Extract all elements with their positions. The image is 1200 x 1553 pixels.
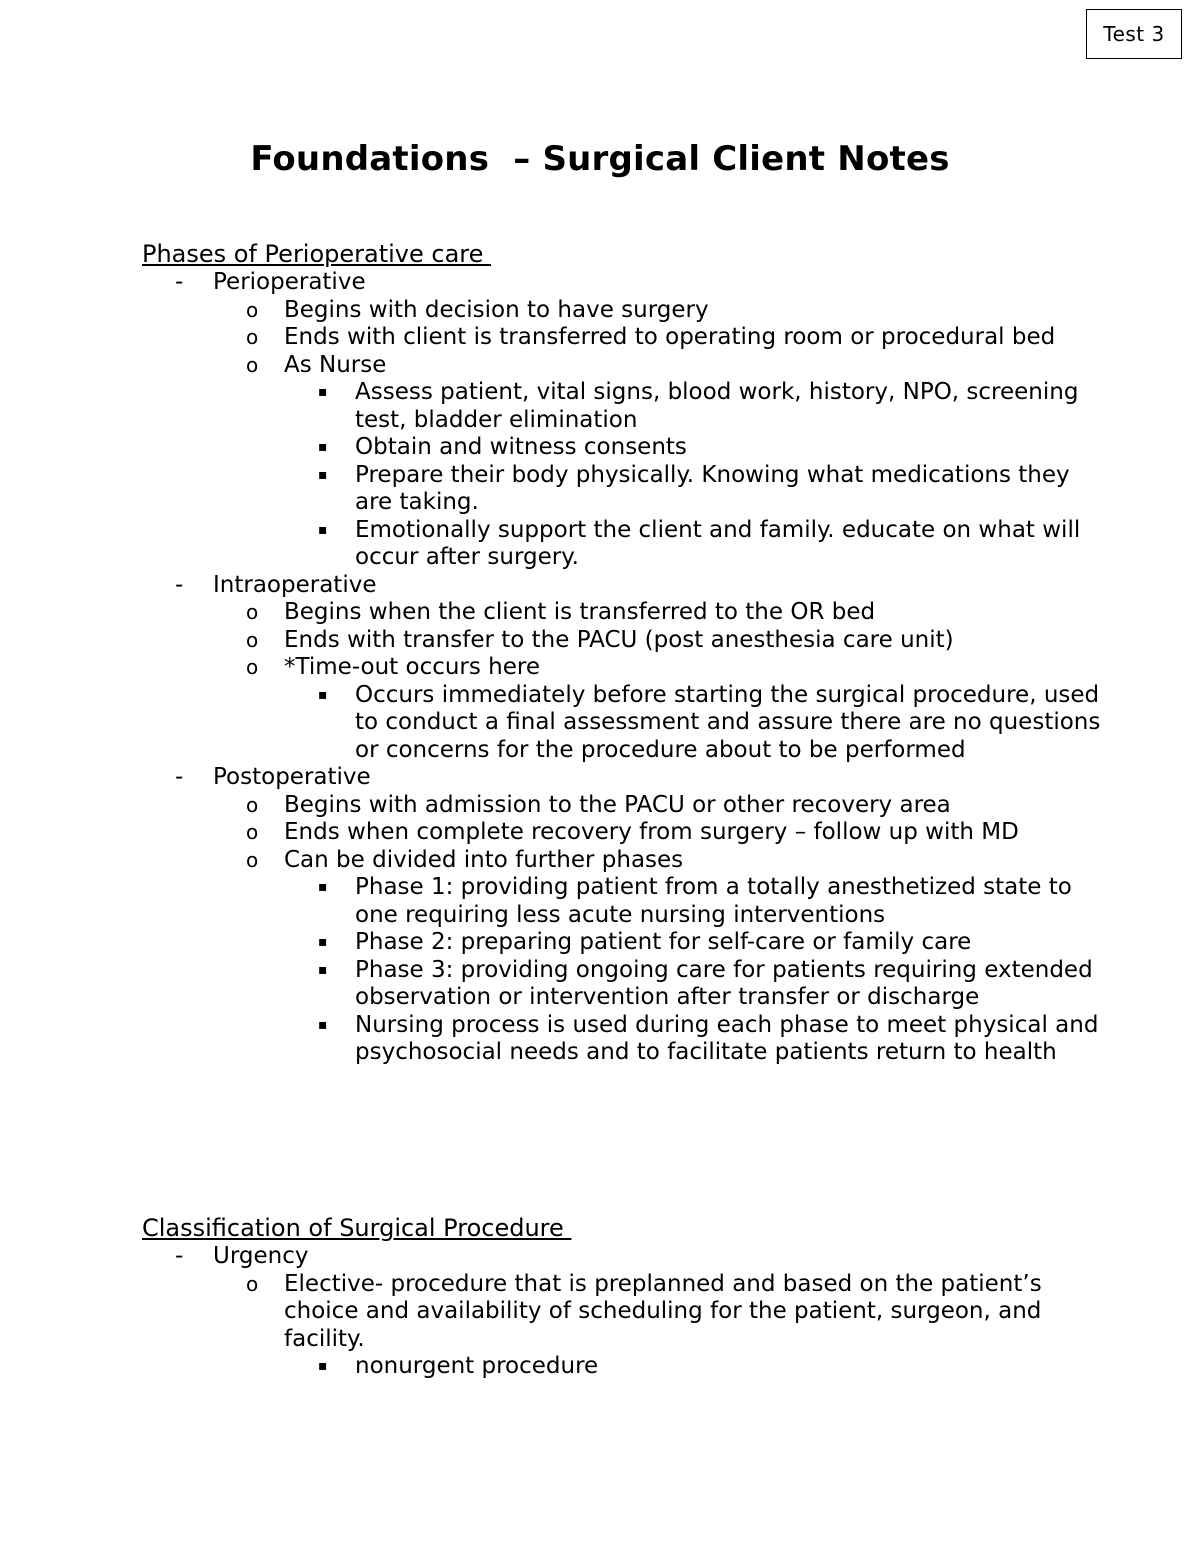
square-bullet: ▪ — [318, 466, 328, 483]
page-title: Foundations – Surgical Client Notes — [250, 139, 950, 179]
circle-bullet: o — [246, 820, 259, 844]
list-item-text: Elective- procedure that is preplanned and based on the patient’s choice and availability of scheduling for the patient, surgeon, and facility. — [284, 1270, 1042, 1352]
list-item-text: Phase 3: providing ongoing care for patients requiring extended observation or intervention after transfer or discharge — [355, 956, 1093, 1010]
circle-bullet: o — [246, 297, 259, 322]
list-item-text: Occurs immediately before starting the surgical procedure, used to conduct a final assessment and assure there are no questions or concerns for the procedure about to be performed — [355, 681, 1101, 763]
list-item — [142, 269, 1102, 572]
square-bullet: ▪ — [318, 1358, 328, 1374]
list-item — [284, 1353, 1102, 1381]
circle-bullet: o — [246, 847, 259, 872]
square-bullet: ▪ — [318, 384, 328, 400]
list-item — [213, 297, 1102, 325]
dash-bullet: - — [175, 764, 184, 790]
list-item — [284, 379, 1102, 434]
square-bullet: ▪ — [318, 686, 328, 703]
circle-bullet: o — [246, 352, 259, 377]
list-item-text: Ends with transfer to the PACU (post anesthesia care unit) — [284, 626, 954, 653]
list-item-text: Can be divided into further phases — [284, 846, 684, 873]
list-item — [213, 1271, 1102, 1381]
phase-list — [142, 269, 1102, 1067]
list-item-text: Prepare their body physically. Knowing what medications they are taking. — [355, 461, 1070, 515]
list-item — [213, 847, 1102, 1067]
section-phases — [142, 240, 1102, 1067]
dash-bullet: - — [175, 571, 184, 598]
test-label-box: Test 3 — [1086, 9, 1182, 59]
list-item-text: Obtain and witness consents — [355, 434, 687, 460]
circle-bullet: o — [246, 325, 259, 349]
list-item-text: Assess patient, vital signs, blood work, history, NPO, screening test, bladder elimination — [355, 379, 1079, 433]
list-item — [213, 819, 1102, 847]
list-item — [142, 1243, 1102, 1381]
list-item-text: Phase 1: providing patient from a totally anesthetized state to one requiring less acute nursing interventions — [355, 874, 1072, 928]
list-item — [213, 324, 1102, 352]
list-item-text: Nursing process is used during each phase to meet physical and psychosocial needs and to facilitate patients return to health — [355, 1011, 1099, 1065]
list-item-text: nonurgent procedure — [355, 1353, 599, 1379]
list-item — [213, 627, 1102, 655]
list-item — [284, 957, 1102, 1012]
section-heading: Classification of Surgical Procedure — [142, 1214, 572, 1242]
list-item-text: Emotionally support the client and family. educate on what will occur after surgery. — [355, 516, 1081, 570]
list-item — [284, 682, 1102, 765]
list-item — [284, 929, 1102, 957]
list-item-text: Urgency — [213, 1243, 309, 1269]
square-bullet: ▪ — [318, 879, 328, 895]
circle-bullet: o — [246, 600, 259, 624]
list-item-text: Intraoperative — [213, 571, 377, 598]
list-item — [284, 517, 1102, 572]
circle-bullet: o — [246, 792, 259, 817]
list-item — [213, 792, 1102, 820]
list-item — [213, 599, 1102, 627]
square-bullet: ▪ — [318, 439, 328, 455]
square-bullet: ▪ — [318, 961, 328, 978]
square-bullet: ▪ — [318, 934, 328, 950]
circle-bullet: o — [246, 655, 259, 679]
list-item-text: Begins with decision to have surgery — [284, 296, 709, 323]
list-item-text: Perioperative — [213, 269, 366, 295]
list-item — [284, 434, 1102, 462]
square-bullet: ▪ — [318, 1016, 328, 1033]
list-item — [213, 654, 1102, 764]
list-item-text: *Time-out occurs here — [284, 654, 541, 680]
dash-bullet: - — [175, 1243, 184, 1269]
list-item — [142, 572, 1102, 765]
circle-bullet: o — [246, 1271, 259, 1296]
list-item-text: As Nurse — [284, 351, 387, 378]
list-item-text: Phase 2: preparing patient for self-care or family care — [355, 929, 972, 955]
dash-bullet: - — [175, 269, 184, 295]
list-item — [213, 352, 1102, 572]
list-item — [284, 462, 1102, 517]
list-item — [284, 1012, 1102, 1067]
list-item-text: Begins with admission to the PACU or other recovery area — [284, 791, 951, 818]
list-item-text: Begins when the client is transferred to the OR bed — [284, 599, 876, 625]
list-item — [284, 874, 1102, 929]
square-bullet: ▪ — [318, 521, 328, 538]
list-item-text: Ends when complete recovery from surgery – follow up with MD — [284, 819, 1019, 845]
circle-bullet: o — [246, 627, 259, 652]
list-item-text: Ends with client is transferred to operating room or procedural bed — [284, 324, 1056, 350]
list-item — [142, 764, 1102, 1067]
section-heading: Phases of Perioperative care — [142, 240, 492, 268]
classification-list — [142, 1243, 1102, 1381]
section-classification — [142, 1214, 1102, 1381]
list-item-text: Postoperative — [213, 764, 371, 790]
